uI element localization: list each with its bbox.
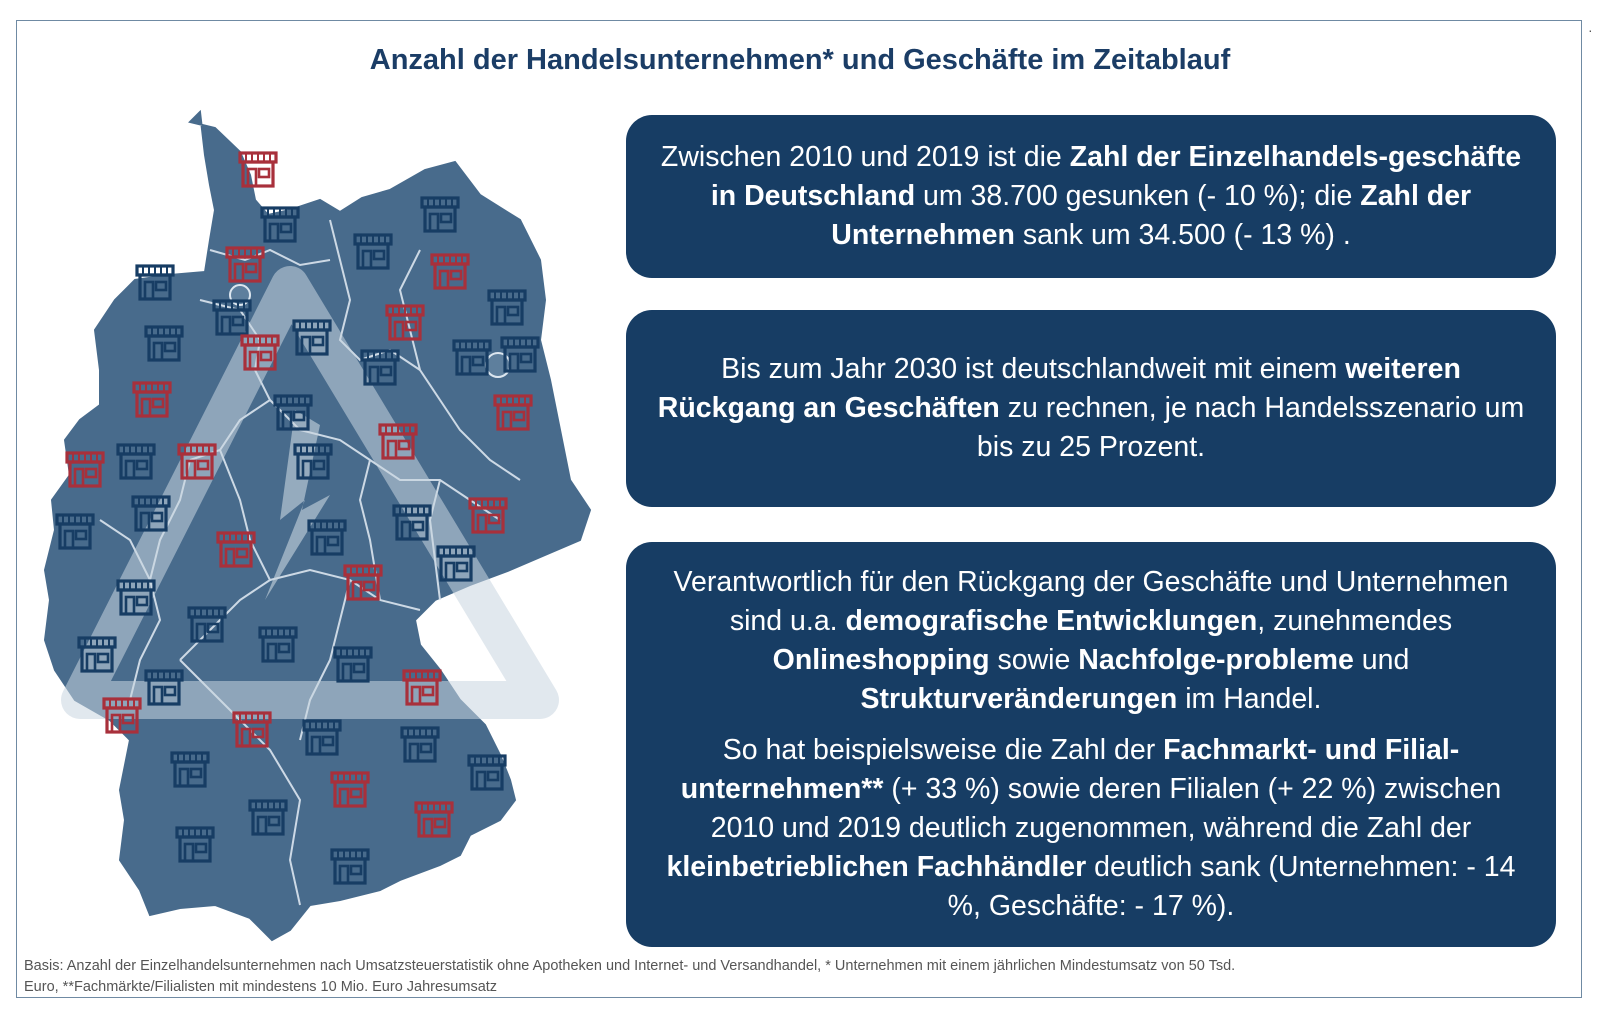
info-text-3a: Verantwortlich für den Rückgang der Geschäfte und Unternehmen sind u.a. demografische Entwicklungen, zunehmendes Onlineshopping sowie Nachfolge-probleme und Strukturveränderungen im Handel. (673, 566, 1509, 715)
footnote-line-2: Euro, **Fachmärkte/Filialisten mit mindestens 10 Mio. Euro Jahresumsatz (24, 979, 498, 995)
info-box-decline-2010-2019 (626, 115, 1556, 278)
info-box-forecast-2030 (626, 310, 1556, 507)
info-text-2: Bis zum Jahr 2030 ist deutschlandweit mit einem weiteren Rückgang an Geschäften zu rechnen, je nach Handelsszenario um bis zu 25 Prozent. (657, 353, 1525, 463)
footnote-line-1: Basis: Anzahl der Einzelhandelsunternehmen nach Umsatzsteuerstatistik ohne Apotheken und Internet- und Versandhandel, * Unternehmen mit einem jährlichen Mindestumsatz von 50 Tsd. (24, 958, 1236, 974)
germany-outline (45, 112, 590, 940)
footnote (24, 956, 1584, 998)
info-box-causes (626, 542, 1556, 947)
edge-mark: · (1588, 22, 1593, 38)
info-text-1: Zwischen 2010 und 2019 ist die Zahl der Einzelhandels-geschäfte in Deutschland um 38.700 gesunken (- 10 %); die Zahl der Unternehmen sank um 34.500 (- 13 %) . (660, 141, 1522, 251)
page-title: Anzahl der Handelsunternehmen* und Geschäfte im Zeitablauf (369, 44, 1231, 76)
germany-map (40, 100, 620, 960)
info-text-3b: So hat beispielsweise die Zahl der Fachmarkt- und Filial-unternehmen** (+ 33 %) sowie deren Filialen (+ 22 %) zwischen 2010 und 2019 deutlich zugenommen, während die Zahl der kleinbetrieblichen Fachhändler deutlich sank (Unternehmen: - 14 %, Geschäfte: - 17 %). (666, 734, 1516, 922)
